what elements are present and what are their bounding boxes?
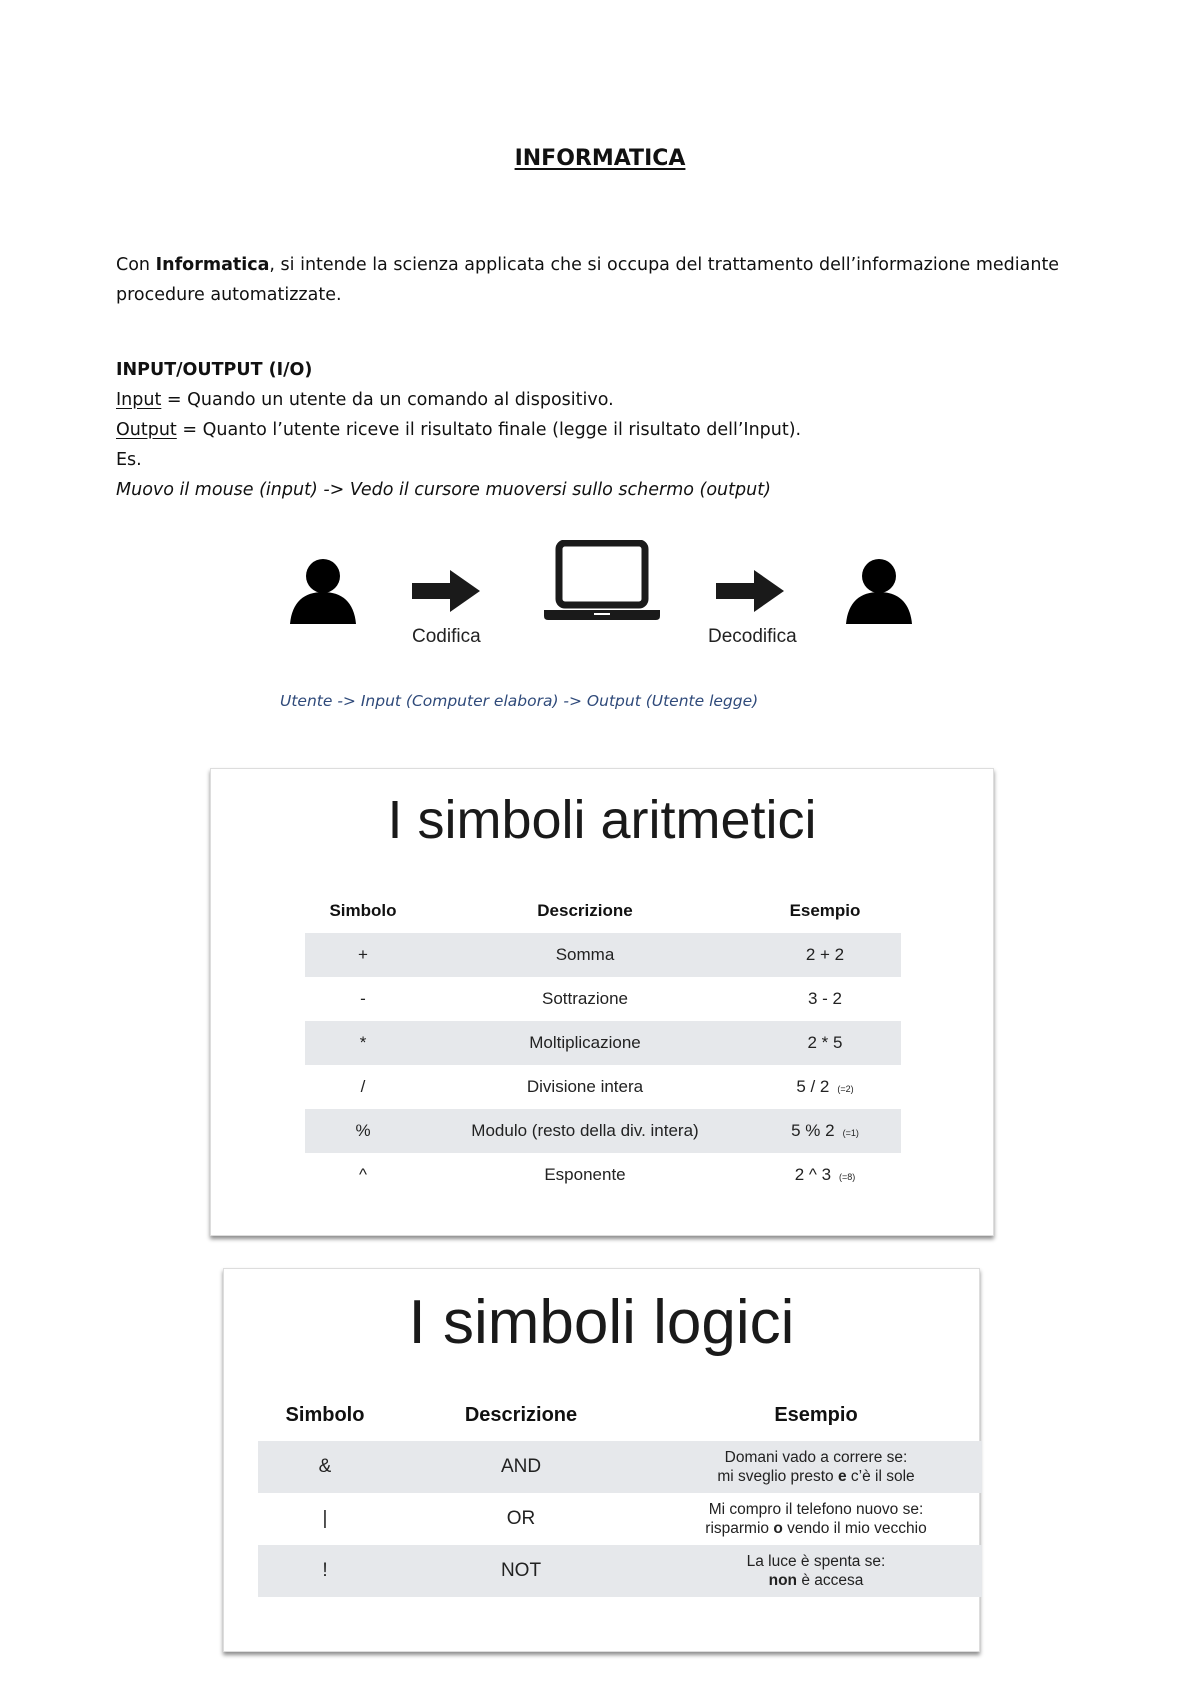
intro-bold-term: Informatica [155, 255, 270, 275]
table-row: - Sottrazione 3 - 2 [360, 989, 843, 1008]
table-header: Simbolo Descrizione Esempio [329, 901, 861, 920]
logic-title: I simboli logici [408, 1288, 795, 1357]
table-row: & AND Domani vado a correre se: mi sveglio presto e c’è il sole [258, 1441, 982, 1493]
arrow-right-icon [716, 570, 784, 612]
output-definition: Output = Quanto l’utente riceve il risultato finale (legge il risultato dell’Input). [116, 420, 802, 440]
table-header: Simbolo Descrizione Esempio [285, 1403, 858, 1426]
decode-label: Decodifica [708, 626, 797, 647]
page-title: INFORMATICA [514, 146, 686, 171]
table-row: % Modulo (resto della div. intera) 5 % 2 (=1) [305, 1109, 901, 1153]
io-heading: INPUT/OUTPUT (I/O) [116, 360, 313, 380]
encode-label: Codifica [412, 626, 481, 647]
logic-symbols-card [223, 1268, 980, 1652]
diagram-caption: Utente -> Input (Computer elabora) -> Output (Utente legge) [280, 692, 759, 710]
laptop-icon [542, 540, 662, 622]
table-row: ! NOT La luce è spenta se: non è accesa [258, 1545, 982, 1597]
input-definition: Input = Quando un utente da un comando al dispositivo. [116, 390, 614, 410]
example-text: Muovo il mouse (input) -> Vedo il cursore muoversi sullo schermo (output) [116, 480, 771, 500]
intro-paragraph: Con Informatica, si intende la scienza applicata che si occupa del trattamento dell’informazione mediante procedure automatizzate. [116, 255, 1060, 305]
arithmetic-symbols-card [210, 768, 994, 1236]
table-row: / Divisione intera 5 / 2 (=2) [360, 1077, 854, 1096]
table-row: ^ Esponente 2 ^ 3 (=8) [359, 1165, 856, 1184]
example-label: Es. [116, 450, 142, 470]
table-row: * Moltiplicazione 2 * 5 [305, 1021, 901, 1065]
table-row: | OR Mi compro il telefono nuovo se: risparmio o vendo il mio vecchio [322, 1501, 927, 1537]
io-diagram [280, 540, 920, 660]
user-output-icon [844, 558, 914, 626]
table-row: + Somma 2 + 2 [305, 933, 901, 977]
io-section [116, 355, 1096, 505]
arrow-right-icon [412, 570, 480, 612]
arithmetic-title: I simboli aritmetici [387, 790, 817, 850]
user-input-icon [288, 558, 358, 626]
